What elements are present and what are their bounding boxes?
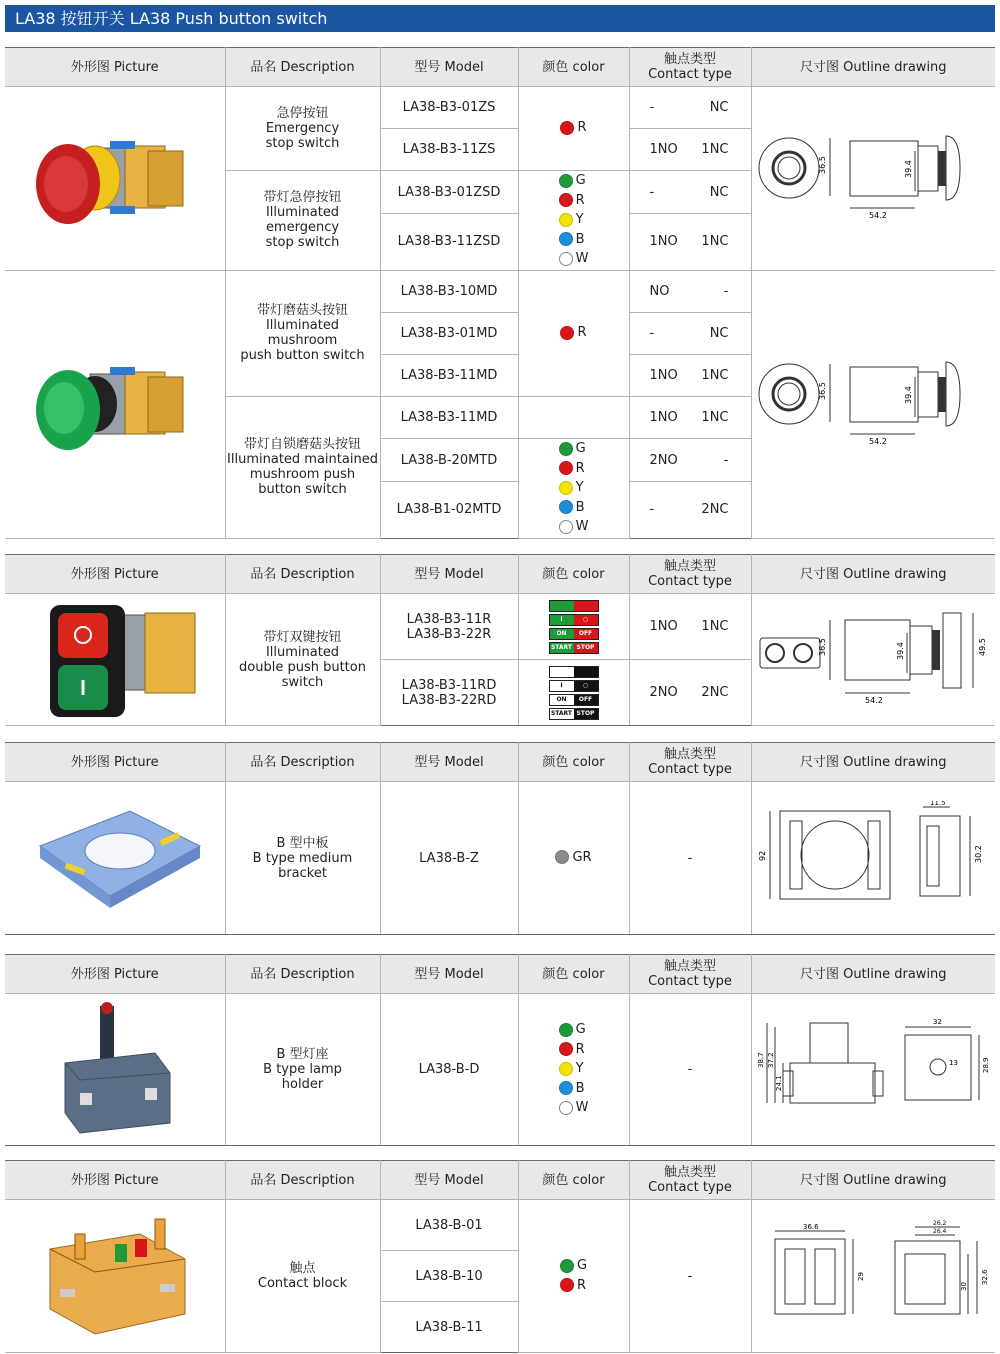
model-cell: LA38-B3-11R LA38-B3-22R <box>380 594 518 660</box>
label-swatch-text: ○ <box>574 615 598 625</box>
red-dot <box>559 193 573 207</box>
red-dot <box>560 1278 574 1292</box>
contact-cell: 2NO 2NC <box>629 660 751 726</box>
header-color: 颜色 color <box>518 555 629 594</box>
header-contact-type: 触点类型 Contact type <box>629 1161 751 1200</box>
svg-text:39.4: 39.4 <box>904 386 914 405</box>
header-description: 品名 Description <box>225 48 380 87</box>
model-cell: LA38-B3-11MD <box>380 354 518 396</box>
header-picture: 外形图 Picture <box>5 743 225 782</box>
desc-contact-block: 触点 Contact block <box>225 1200 380 1353</box>
picture-mushroom <box>5 270 225 538</box>
outline-drawing-lamp-holder <box>751 994 995 1146</box>
contact-cell: - <box>629 994 751 1146</box>
header-outline: 尺寸图 Outline drawing <box>751 955 995 994</box>
svg-text:54.2: 54.2 <box>869 437 888 447</box>
model-cell: LA38-B3-01MD <box>380 312 518 354</box>
outline-drawing-bracket <box>751 782 995 935</box>
model-cell: LA38-B-01 <box>380 1200 518 1251</box>
header-outline: 尺寸图 Outline drawing <box>751 48 995 87</box>
label-swatch-text: STOP <box>574 643 598 653</box>
model-cell: LA38-B-D <box>380 994 518 1146</box>
desc-bracket: B 型中板 B type medium bracket <box>225 782 380 935</box>
outline-drawing-emergency <box>751 87 995 271</box>
model-cell: LA38-B3-10MD <box>380 270 518 312</box>
model-cell: LA38-B3-11ZSD <box>380 214 518 271</box>
outline-drawing-mushroom <box>751 270 995 538</box>
model-cell: LA38-B3-01ZS <box>380 87 518 129</box>
label-swatch-text: START <box>550 709 573 717</box>
contact-cell: - NC <box>629 171 751 214</box>
label-swatch <box>549 614 599 626</box>
contact-cell: - <box>629 782 751 935</box>
label-swatch-text <box>574 601 598 611</box>
label-swatch <box>549 600 599 612</box>
white-dot <box>559 520 573 534</box>
emergency-stop-button-image <box>20 106 210 246</box>
svg-text:11.5: 11.5 <box>930 801 946 807</box>
contact-cell: 1NO 1NC <box>629 396 751 438</box>
desc-emergency-stop: 急停按钮 Emergency stop switch <box>225 87 380 171</box>
desc-lamp-holder: B 型灯座 B type lamp holder <box>225 994 380 1146</box>
model-cell: LA38-B1-02MTD <box>380 482 518 538</box>
contact-cell: NO - <box>629 270 751 312</box>
svg-text:13: 13 <box>949 1058 959 1067</box>
svg-text:36.5: 36.5 <box>818 382 828 401</box>
svg-text:26.4: 26.4 <box>933 1228 947 1235</box>
table-contact-block <box>5 1160 995 1353</box>
svg-text:38.7: 38.7 <box>757 1051 766 1068</box>
table-lamp-holder <box>5 954 995 1146</box>
white-dot <box>559 252 573 266</box>
header-picture: 外形图 Picture <box>5 48 225 87</box>
svg-text:32.6: 32.6 <box>981 1269 990 1285</box>
header-description: 品名 Description <box>225 955 380 994</box>
blue-dot <box>559 1081 573 1095</box>
desc-illuminated-maintained-mushroom: 带灯自锁磨菇头按钮 Illuminated maintained mushroom push button switch <box>225 396 380 538</box>
contact-cell: - NC <box>629 87 751 129</box>
header-model: 型号 Model <box>380 555 518 594</box>
green-dot <box>560 1259 574 1273</box>
header-outline: 尺寸图 Outline drawing <box>751 1161 995 1200</box>
outline-drawing-image <box>755 1013 991 1123</box>
yellow-dot <box>559 1062 573 1076</box>
label-swatch-text: ON <box>550 629 574 639</box>
blue-dot <box>559 232 573 246</box>
header-outline: 尺寸图 Outline drawing <box>751 743 995 782</box>
double-button-image <box>20 595 210 720</box>
yellow-dot <box>559 481 573 495</box>
label-swatch-text: I <box>550 615 574 625</box>
label-swatch-text: OFF <box>574 695 598 705</box>
color-cell: R <box>518 87 629 171</box>
red-dot <box>560 326 574 340</box>
header-contact-type: 触点类型 Contact type <box>629 555 751 594</box>
contact-block-image <box>20 1204 210 1344</box>
picture-bracket <box>5 782 225 935</box>
page-title: LA38 按钮开关 LA38 Push button switch <box>5 5 995 32</box>
svg-text:92: 92 <box>758 850 768 861</box>
header-picture: 外形图 Picture <box>5 1161 225 1200</box>
model-cell: LA38-B-20MTD <box>380 438 518 482</box>
desc-illuminated-mushroom: 带灯磨菇头按钮 Illuminated mushroom push button switch <box>225 270 380 396</box>
outline-drawing-image <box>755 608 991 708</box>
svg-text:54.2: 54.2 <box>869 211 888 221</box>
svg-text:36.6: 36.6 <box>803 1223 819 1231</box>
model-cell: LA38-B-Z <box>380 782 518 935</box>
lamp-holder-image <box>20 998 210 1138</box>
outline-drawing-image <box>755 1219 991 1329</box>
header-color: 颜色 color <box>518 1161 629 1200</box>
header-model: 型号 Model <box>380 955 518 994</box>
svg-text:39.4: 39.4 <box>904 160 914 179</box>
label-swatch-text <box>550 667 574 677</box>
table-bracket <box>5 742 995 935</box>
label-swatch <box>549 708 599 720</box>
color-cell: G R Y B W <box>518 171 629 271</box>
color-cell: G R <box>518 1200 629 1353</box>
blue-dot <box>559 500 573 514</box>
picture-contact-block <box>5 1200 225 1353</box>
label-swatch-text <box>550 601 574 611</box>
contact-cell: 1NO 1NC <box>629 129 751 171</box>
svg-text:30.2: 30.2 <box>974 845 984 863</box>
color-cell <box>518 660 629 726</box>
outline-drawing-double <box>751 594 995 726</box>
contact-cell: - <box>629 1200 751 1353</box>
contact-cell: - 2NC <box>629 482 751 538</box>
white-dot <box>559 1101 573 1115</box>
color-cell: GR <box>518 782 629 935</box>
table-emergency-mushroom <box>5 47 995 539</box>
label-swatch-text: I <box>550 681 574 691</box>
bracket-image <box>20 796 210 916</box>
svg-text:36.5: 36.5 <box>818 156 828 175</box>
svg-text:29: 29 <box>857 1272 866 1281</box>
red-dot <box>559 461 573 475</box>
svg-text:32: 32 <box>933 1017 943 1026</box>
svg-text:24.1: 24.1 <box>775 1074 784 1091</box>
color-cell <box>518 594 629 660</box>
svg-text:39.4: 39.4 <box>896 641 906 660</box>
outline-drawing-image <box>755 352 991 452</box>
header-description: 品名 Description <box>225 743 380 782</box>
header-model: 型号 Model <box>380 48 518 87</box>
color-cell: G R Y B W <box>518 994 629 1146</box>
table-double-button <box>5 554 995 726</box>
header-contact-type: 触点类型 Contact type <box>629 955 751 994</box>
model-cell: LA38-B-10 <box>380 1251 518 1302</box>
outline-drawing-image <box>755 801 991 911</box>
contact-cell: - NC <box>629 312 751 354</box>
red-dot <box>560 121 574 135</box>
header-description: 品名 Description <box>225 555 380 594</box>
svg-text:54.2: 54.2 <box>865 695 884 705</box>
contact-cell: 1NO 1NC <box>629 594 751 660</box>
green-dot <box>559 174 573 188</box>
header-color: 颜色 color <box>518 743 629 782</box>
svg-text:30: 30 <box>960 1282 969 1291</box>
header-contact-type: 触点类型 Contact type <box>629 48 751 87</box>
label-swatch <box>549 642 599 654</box>
desc-double-button: 带灯双键按钮 Illuminated double push button switch <box>225 594 380 726</box>
green-dot <box>559 442 573 456</box>
color-cell: G R Y B W <box>518 438 629 538</box>
header-color: 颜色 color <box>518 955 629 994</box>
grey-dot <box>555 850 569 864</box>
contact-cell: 1NO 1NC <box>629 214 751 271</box>
model-cell: LA38-B3-11RD LA38-B3-22RD <box>380 660 518 726</box>
header-picture: 外形图 Picture <box>5 555 225 594</box>
svg-text:36.5: 36.5 <box>818 637 828 656</box>
model-cell: LA38-B3-11MD <box>380 396 518 438</box>
contact-cell: 1NO 1NC <box>629 354 751 396</box>
header-color: 颜色 color <box>518 48 629 87</box>
label-swatch-text: STOP <box>574 709 598 719</box>
outline-drawing-image <box>755 126 991 226</box>
picture-double-button <box>5 594 225 726</box>
label-swatch-text <box>574 667 598 677</box>
label-swatch <box>549 666 599 678</box>
red-dot <box>559 1042 573 1056</box>
mushroom-button-image <box>20 332 210 472</box>
outline-drawing-contact-block <box>751 1200 995 1353</box>
header-model: 型号 Model <box>380 743 518 782</box>
label-swatch <box>549 680 599 692</box>
header-contact-type: 触点类型 Contact type <box>629 743 751 782</box>
label-swatch-text: OFF <box>574 629 598 639</box>
header-picture: 外形图 Picture <box>5 955 225 994</box>
label-swatch-text: ON <box>550 695 574 705</box>
model-cell: LA38-B3-01ZSD <box>380 171 518 214</box>
color-cell: R <box>518 270 629 396</box>
contact-cell: 2NO - <box>629 438 751 482</box>
header-description: 品名 Description <box>225 1161 380 1200</box>
label-swatch <box>549 694 599 706</box>
label-swatch-text: START <box>550 643 573 651</box>
picture-lamp-holder <box>5 994 225 1146</box>
yellow-dot <box>559 213 573 227</box>
svg-text:49.5: 49.5 <box>978 637 988 656</box>
green-dot <box>559 1023 573 1037</box>
model-cell: LA38-B-11 <box>380 1302 518 1353</box>
svg-text:37.2: 37.2 <box>767 1051 776 1068</box>
svg-text:28.9: 28.9 <box>982 1056 991 1073</box>
color-cell <box>518 396 629 438</box>
header-model: 型号 Model <box>380 1161 518 1200</box>
desc-illuminated-emergency-stop: 带灯急停按钮 Illuminated emergency stop switch <box>225 171 380 271</box>
picture-emergency-stop <box>5 87 225 271</box>
header-outline: 尺寸图 Outline drawing <box>751 555 995 594</box>
label-swatch-text: ○ <box>574 681 598 691</box>
model-cell: LA38-B3-11ZS <box>380 129 518 171</box>
label-swatch <box>549 628 599 640</box>
svg-text:26.2: 26.2 <box>933 1220 947 1227</box>
